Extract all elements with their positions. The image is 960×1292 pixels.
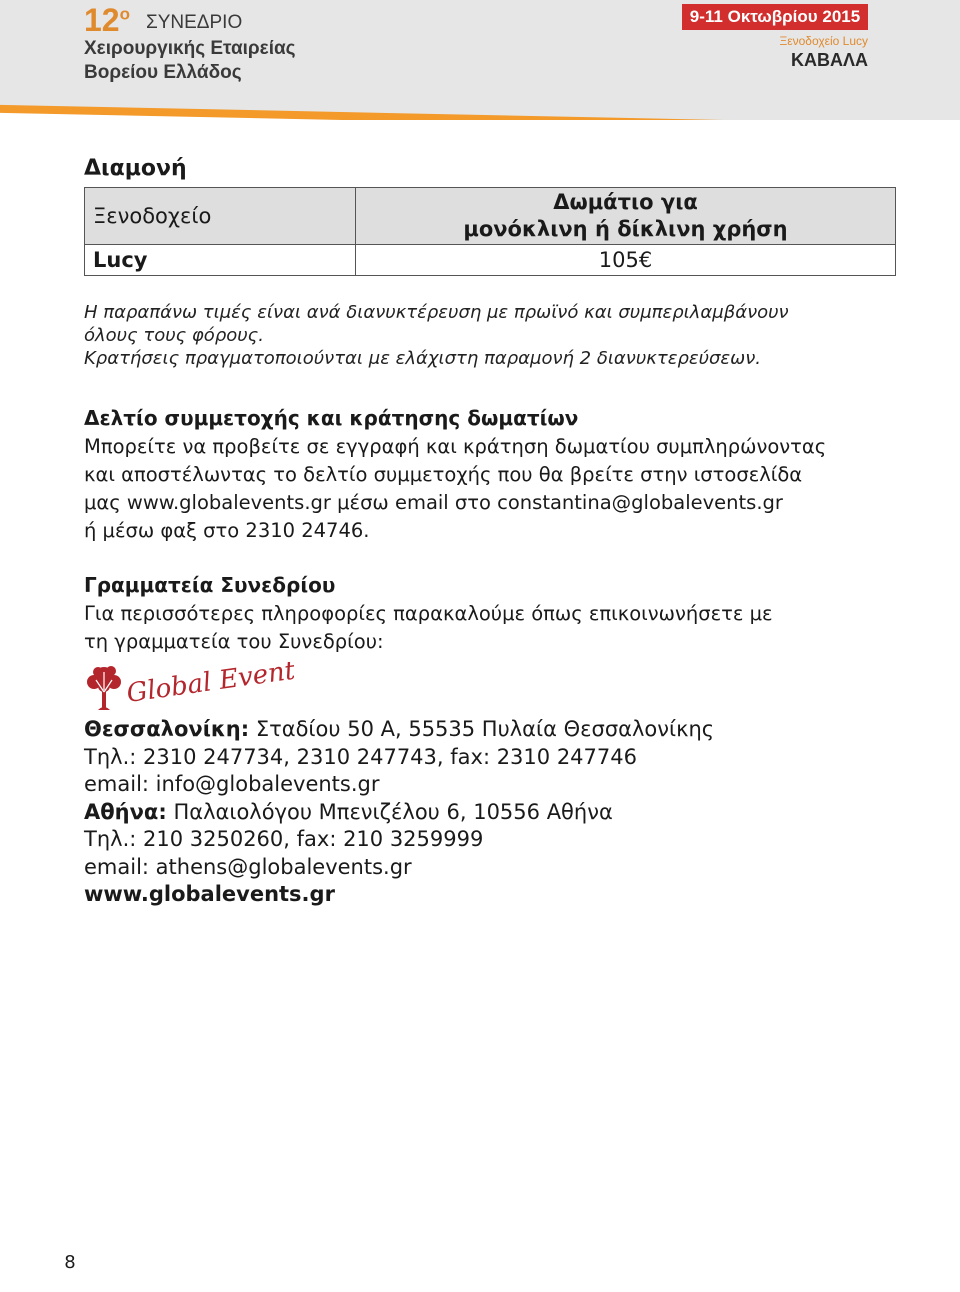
society-name-line2: Βορείου Ελλάδος [84,62,242,83]
table-row [85,245,896,276]
thessaloniki-address: Θεσσαλονίκη: Σταδίου 50 Α, 55535 Πυλαία Θεσσαλονίκης [84,717,715,741]
registration-text: Μπορείτε να προβείτε σε εγγραφή και κράτηση δωματίου συμπληρώνοντας και αποστέλωντας το δελτίο συμμετοχής που θα βρείτε στην ιστοσελίδα μας www.globalevents.gr μέσω email στο constantina@globalevents.gr ή μέσω φαξ στο 2310 24746. [84,435,827,542]
global-events-logo [84,662,294,716]
page-number: 8 [64,1252,76,1273]
athens-phone: Τηλ.: 210 3250260, fax: 210 3259999 [84,827,484,851]
hotel-name-cell: Lucy [85,245,356,276]
registration-title: Δελτίο συμμετοχής και κράτησης δωματίων [84,406,579,430]
rates-table [84,187,896,276]
congress-city: ΚΑΒΑΛΑ [790,50,868,70]
congress-dates: 9-11 Οκτωβρίου 2015 [682,4,868,30]
header-hotel: Ξενοδοχείο [85,188,356,245]
secretariat-title: Γραμματεία Συνεδρίου [84,573,336,597]
athens-email[interactable]: email: athens@globalevents.gr [84,854,412,879]
page-header [0,0,960,120]
thessaloniki-phone: Τηλ.: 2310 247734, 2310 247743, fax: 2310 247746 [84,744,637,769]
website-link[interactable]: www.globalevents.gr [84,882,335,906]
congress-label: ΣΥΝΕΔΡΙΟ [146,12,243,33]
accommodation-title: Διαμονή [84,156,187,181]
header-room: Δωμάτιο για μονόκλινη ή δίκλινη χρήση [356,188,896,245]
secretariat-text: Για περισσότερες πληροφορίες παρακαλούμε όπως επικοινωνήσετε με τη γραμματεία του Συνεδρίου: [84,602,773,653]
room-price-cell: 105€ [356,245,896,276]
society-name-line1: Χειρουργικής Εταιρείας [84,38,296,59]
contact-details [84,716,714,909]
congress-edition: $12^o$ [84,2,130,38]
svg-text:Global Events: Global Events [124,662,294,709]
thessaloniki-email[interactable]: email: info@globalevents.gr [84,772,380,796]
rates-table-header [85,188,896,245]
congress-hotel: Ξενοδοχείο Lucy [779,34,868,48]
athens-address: Αθήνα: Παλαιολόγου Μπενιζέλου 6, 10556 Αθήνα [84,799,613,824]
price-note: Η παραπάνω τιμές είναι ανά διανυκτέρευση με πρωϊνό και συμπεριλαμβάνουν όλους τους φόρους. Κρατήσεις πραγματοποιούνται με ελάχιστη παραμονή 2 διανυκτερεύσεων. [84,302,789,369]
